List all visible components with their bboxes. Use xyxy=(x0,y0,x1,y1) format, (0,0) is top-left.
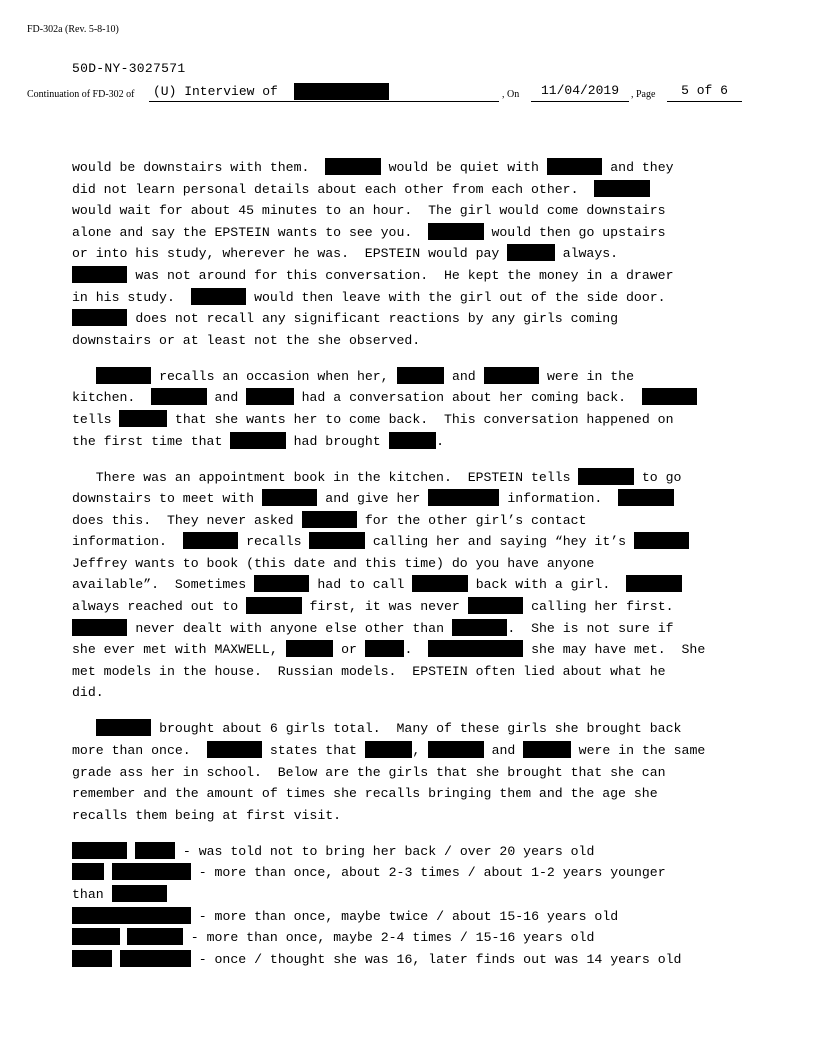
body-line xyxy=(72,862,752,884)
subject-field xyxy=(149,82,499,102)
body-text-segment: did. xyxy=(72,685,104,701)
redaction-box xyxy=(72,950,112,967)
body-text-segment: would then leave with the girl out of the side door. xyxy=(246,289,666,305)
redaction-box xyxy=(594,180,649,197)
body-text-segment: were in the xyxy=(539,368,635,384)
body-text-segment: or xyxy=(333,642,365,658)
continuation-header xyxy=(27,82,787,102)
body-line xyxy=(72,431,752,453)
body-text-segment: calling her and saying “hey it’s xyxy=(364,534,634,550)
redaction-box xyxy=(207,741,262,758)
body-line xyxy=(72,762,752,784)
redaction-box xyxy=(120,950,191,967)
body-text-segment: first, it was never xyxy=(301,599,468,615)
body-text-segment: back with a girl. xyxy=(467,577,627,593)
body-text-segment: information. xyxy=(499,491,619,507)
body-text-segment: remember and the amount of times she recalls bringing them and the age she xyxy=(72,786,658,802)
redaction-box xyxy=(191,288,246,305)
body-text-segment xyxy=(104,865,112,880)
redaction-box xyxy=(302,511,357,528)
redaction-box xyxy=(389,432,437,449)
body-line xyxy=(72,531,752,553)
paragraph-gap xyxy=(72,704,752,718)
redaction-box xyxy=(112,885,167,902)
body-text-segment: did not learn personal details about each other from each other. xyxy=(72,181,595,197)
body-text-segment: would be downstairs with them. xyxy=(72,160,326,175)
date-text: 11/04/2019 xyxy=(540,83,619,98)
body-text-segment: never dealt with anyone else other than xyxy=(127,620,452,636)
redaction-box xyxy=(626,575,681,592)
body-text-segment: - more than once, maybe 2-4 times / 15-16 years old xyxy=(182,930,595,946)
body-line xyxy=(72,927,752,949)
redaction-box xyxy=(365,640,405,657)
body-line xyxy=(72,740,752,762)
body-text-segment: would be quiet with xyxy=(380,160,547,175)
subject-text: (U) Interview of xyxy=(153,83,278,99)
body-line xyxy=(72,639,752,661)
redaction-box xyxy=(112,863,191,880)
continuation-label: Continuation of FD-302 of xyxy=(27,89,135,100)
body-text-segment: had a conversation about her coming back. xyxy=(293,390,642,406)
redaction-box xyxy=(547,158,602,175)
body-line xyxy=(72,330,752,352)
body-line xyxy=(72,157,752,179)
body-text-segment: and xyxy=(444,368,484,384)
body-text-segment: she ever met with MAXWELL, xyxy=(72,642,286,658)
redaction-box xyxy=(151,388,206,405)
redaction-box xyxy=(642,388,697,405)
body-text-segment: to go xyxy=(633,469,682,485)
body-text-segment: - more than once, maybe twice / about 15-16 years old xyxy=(190,908,619,924)
body-line xyxy=(72,783,752,805)
redaction-box xyxy=(452,619,507,636)
redaction-box xyxy=(507,244,555,261)
body-text-segment: that she wants her to come back. This conversation happened on xyxy=(167,411,674,427)
redaction-box xyxy=(294,83,389,100)
body-text-segment: Jeffrey wants to book (this date and this time) do you have anyone xyxy=(72,555,595,571)
redaction-box xyxy=(72,863,104,880)
body-text-segment: information. xyxy=(72,534,183,550)
body-line xyxy=(72,553,752,575)
body-text-segment: does not recall any significant reactions by any girls coming xyxy=(127,311,619,327)
body-text-segment xyxy=(127,844,135,859)
body-line xyxy=(72,200,752,222)
body-line xyxy=(72,488,752,510)
paragraph-gap xyxy=(72,351,752,365)
body-text-segment: - was told not to bring her back / over 20 years old xyxy=(174,843,595,859)
body-text-segment: more than once. xyxy=(72,743,207,759)
redaction-box xyxy=(428,489,499,506)
body-text-segment: in his study. xyxy=(72,289,191,305)
redaction-box xyxy=(618,489,673,506)
paragraph-gap xyxy=(72,826,752,840)
on-label: , On xyxy=(502,89,520,100)
redaction-box xyxy=(286,640,334,657)
body-text-segment: downstairs to meet with xyxy=(72,491,262,507)
body-line xyxy=(72,718,752,740)
body-line xyxy=(72,265,752,287)
body-text-segment: and give her xyxy=(317,491,429,507)
redaction-box xyxy=(325,158,380,175)
redaction-box xyxy=(72,619,127,636)
redaction-box xyxy=(578,468,633,485)
body-line xyxy=(72,618,752,640)
body-line xyxy=(72,805,752,827)
redaction-box xyxy=(96,719,151,736)
redaction-box xyxy=(119,410,167,427)
body-line xyxy=(72,467,752,489)
page-field xyxy=(667,82,742,102)
body-text-segment: available”. Sometimes xyxy=(72,577,255,593)
body-text-segment: downstairs or at least not the she observed. xyxy=(72,332,421,348)
body-line xyxy=(72,841,752,863)
body-text-segment: met models in the house. Russian models. EPSTEIN often lied about what he xyxy=(72,663,666,679)
body-text-segment: , xyxy=(412,743,429,759)
redaction-box xyxy=(72,309,127,326)
body-text-segment xyxy=(112,952,120,967)
body-text-segment: the first time that xyxy=(72,433,231,449)
redaction-box xyxy=(246,388,294,405)
body-line xyxy=(72,243,752,265)
body-text-segment: she may have met. She xyxy=(523,642,706,658)
body-text-segment: recalls xyxy=(238,534,310,550)
redaction-box xyxy=(365,741,413,758)
body-text-segment: had brought xyxy=(285,433,389,449)
redaction-box xyxy=(428,640,523,657)
redaction-box xyxy=(127,928,182,945)
body-text-segment: grade ass her in school. Below are the girls that she brought that she can xyxy=(72,764,666,780)
body-line xyxy=(72,287,752,309)
body-text-segment: recalls them being at first visit. xyxy=(72,807,342,823)
body-line xyxy=(72,179,752,201)
body-line xyxy=(72,409,752,431)
redaction-box xyxy=(72,266,127,283)
redaction-box xyxy=(135,842,175,859)
redaction-box xyxy=(309,532,364,549)
body-text-segment: - more than once, about 2-3 times / about 1-2 years younger xyxy=(190,865,666,881)
body-text-segment: than xyxy=(72,886,112,902)
body-text-segment: . xyxy=(436,433,445,449)
body-text-segment: had to call xyxy=(309,577,413,593)
body-text-segment: always reached out to xyxy=(72,599,247,615)
body-line xyxy=(72,682,752,704)
body-text-segment xyxy=(72,369,96,384)
redaction-box xyxy=(183,532,238,549)
redaction-box xyxy=(96,367,151,384)
body-text-segment: states that xyxy=(261,743,365,759)
redaction-box xyxy=(412,575,467,592)
redaction-box xyxy=(230,432,285,449)
body-text-segment: and xyxy=(206,390,247,406)
redaction-box xyxy=(484,367,539,384)
body-text-segment: would wait for about 45 minutes to an hour. The girl would come downstairs xyxy=(72,203,666,219)
redaction-box xyxy=(254,575,309,592)
body-line xyxy=(72,906,752,928)
body-text-segment: would then go upstairs xyxy=(483,224,666,240)
body-text-segment: for the other girl’s contact xyxy=(356,512,587,528)
body-text-segment: brought about 6 girls total. Many of these girls she brought back xyxy=(151,721,682,737)
body-text-segment: calling her first. xyxy=(523,599,674,615)
body-text-segment: alone and say the EPSTEIN wants to see you. xyxy=(72,224,429,240)
body-line xyxy=(72,387,752,409)
body-text-segment: tells xyxy=(72,411,120,427)
form-id: FD-302a (Rev. 5-8-10) xyxy=(27,24,119,35)
body-text-segment: There was an appointment book in the kitchen. EPSTEIN tells xyxy=(72,469,579,485)
body-line xyxy=(72,222,752,244)
page-label: , Page xyxy=(631,89,656,100)
date-field xyxy=(531,82,629,102)
redaction-box xyxy=(72,842,127,859)
body-line xyxy=(72,510,752,532)
body-text-segment: were in the same xyxy=(570,743,706,759)
body-line xyxy=(72,366,752,388)
page-text: 5 of 6 xyxy=(681,83,728,98)
body-line xyxy=(72,661,752,683)
redaction-box xyxy=(246,597,301,614)
body-text-segment: . She is not sure if xyxy=(507,620,674,636)
body-text-segment: or into his study, wherever he was. EPSTEIN would pay xyxy=(72,246,508,262)
redaction-box xyxy=(634,532,689,549)
interview-body xyxy=(72,157,752,970)
body-text-segment: recalls an occasion when her, xyxy=(151,368,397,384)
file-number: 50D-NY-3027571 xyxy=(72,61,186,76)
body-line xyxy=(72,596,752,618)
body-line xyxy=(72,949,752,971)
body-text-segment: - once / thought she was 16, later finds out was 14 years old xyxy=(190,951,682,967)
redaction-box xyxy=(397,367,445,384)
redaction-box xyxy=(72,928,120,945)
body-text-segment xyxy=(72,721,96,736)
body-line xyxy=(72,574,752,596)
redaction-box xyxy=(72,907,191,924)
body-text-segment: does this. They never asked xyxy=(72,512,302,528)
redaction-box xyxy=(262,489,317,506)
body-text-segment: . xyxy=(404,642,429,658)
redaction-box xyxy=(523,741,571,758)
paragraph-gap xyxy=(72,452,752,466)
body-text-segment: and xyxy=(483,743,524,759)
redaction-box xyxy=(428,741,483,758)
body-text-segment xyxy=(120,930,128,945)
redaction-box xyxy=(428,223,483,240)
body-line xyxy=(72,884,752,906)
body-text-segment: always. xyxy=(554,246,619,262)
body-text-segment: was not around for this conversation. He kept the money in a drawer xyxy=(127,267,674,283)
body-text-segment: kitchen. xyxy=(72,390,152,406)
body-text-segment: and they xyxy=(602,160,674,175)
body-line xyxy=(72,308,752,330)
redaction-box xyxy=(468,597,523,614)
